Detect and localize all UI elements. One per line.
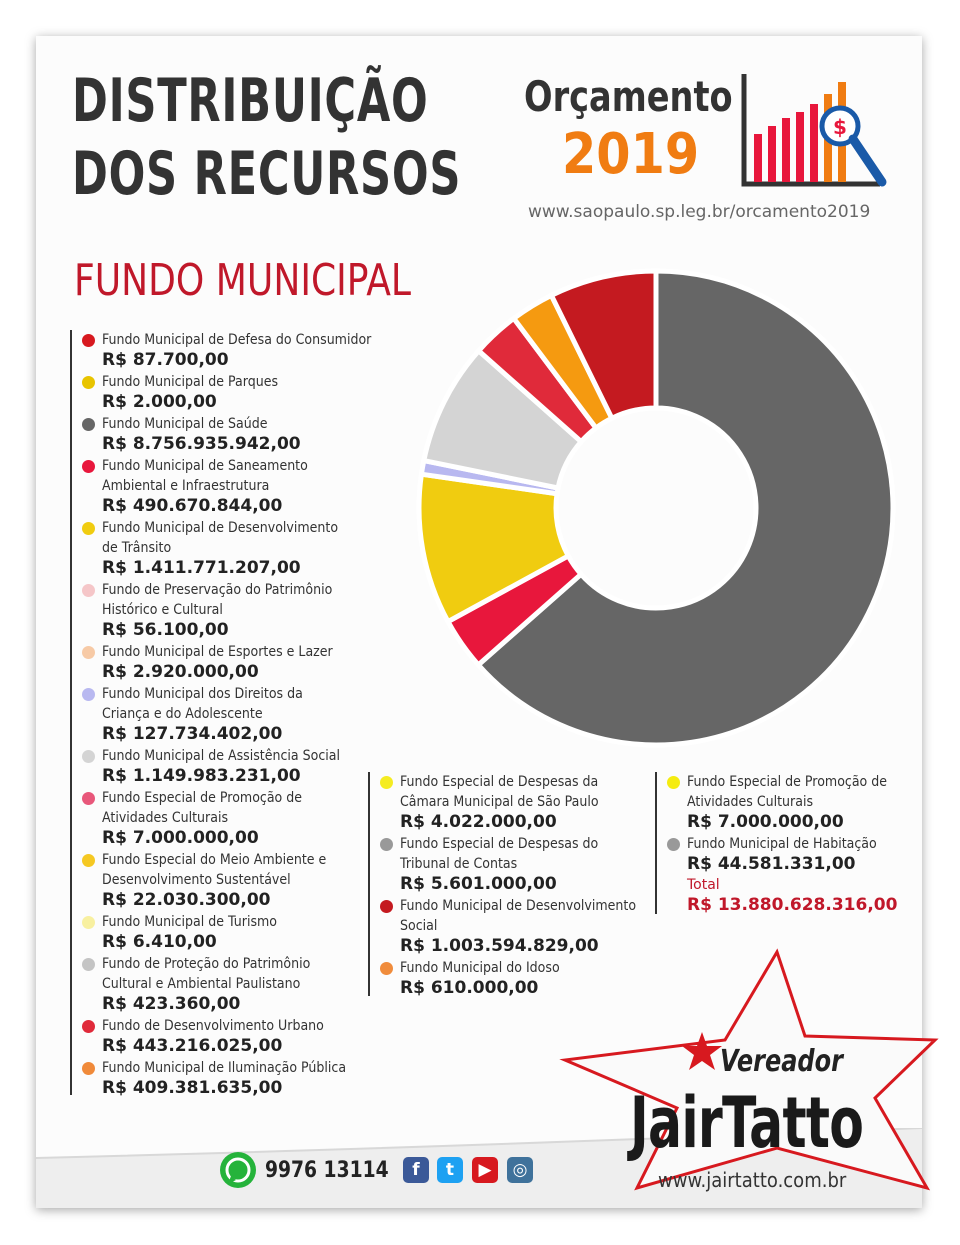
legend-item-value: R$ 443.216.025,00 xyxy=(102,1036,283,1056)
legend-item-name: Fundo Municipal de Esportes e Lazer xyxy=(102,644,333,660)
legend-item-name: Fundo Municipal de Iluminação Pública xyxy=(102,1060,347,1076)
legend-item-value: R$ 409.381.635,00 xyxy=(102,1078,283,1098)
legend-item xyxy=(82,1058,382,1099)
phone-number[interactable]: 9976 13114 xyxy=(265,1158,389,1183)
legend-item-name: Fundo de Desenvolvimento Urbano xyxy=(102,1018,324,1034)
legend-item-name-cont: de Trânsito xyxy=(102,540,172,556)
legend-item-value: R$ 2.920.000,00 xyxy=(102,662,259,682)
svg-text:$: $ xyxy=(833,115,847,139)
youtube-icon[interactable]: ▶ xyxy=(472,1157,498,1183)
legend-item xyxy=(82,746,382,787)
legend-dot-icon xyxy=(82,376,95,389)
title-line-1: DISTRIBUIÇÃO xyxy=(72,66,429,136)
legend-item xyxy=(380,834,650,895)
legend-item xyxy=(82,456,382,517)
candidate-site[interactable]: www.jairtatto.com.br xyxy=(658,1168,847,1192)
legend-item-name: Fundo de Proteção do Patrimônio xyxy=(102,956,311,972)
legend-item-name: Fundo Especial de Despesas da xyxy=(400,774,599,790)
budget-chart-magnifier-icon xyxy=(740,74,890,194)
legend-item-value: R$ 87.700,00 xyxy=(102,350,229,370)
legend-dot-icon xyxy=(82,1020,95,1033)
vereador-label: Vereador xyxy=(720,1044,843,1079)
facebook-icon[interactable]: f xyxy=(403,1157,429,1183)
legend-dot-icon xyxy=(82,522,95,535)
legend-item xyxy=(667,834,907,875)
legend-item-name: Fundo Especial de Despesas do xyxy=(400,836,599,852)
legend-item-name: Fundo Municipal do Idoso xyxy=(400,960,560,976)
legend-dot-icon xyxy=(82,750,95,763)
legend-dot-icon xyxy=(82,958,95,971)
legend-item xyxy=(82,580,382,641)
legend-item-name: Fundo Especial do Meio Ambiente e xyxy=(102,852,327,868)
legend-column-3 xyxy=(655,772,907,914)
legend-dot-icon xyxy=(82,688,95,701)
legend-item-value: R$ 610.000,00 xyxy=(400,978,539,998)
legend-item xyxy=(82,684,382,745)
legend-item-name-cont: Social xyxy=(400,918,438,934)
legend-item-name-cont: Atividades Culturais xyxy=(687,794,814,810)
candidate-name: JairTatto xyxy=(630,1082,864,1164)
legend-item-value: R$ 8.756.935.942,00 xyxy=(102,434,301,454)
legend-item xyxy=(380,772,650,833)
twitter-icon[interactable]: t xyxy=(437,1157,463,1183)
legend-item-name: Fundo Municipal de Defesa do Consumidor xyxy=(102,332,372,348)
legend-item-value: R$ 1.003.594.829,00 xyxy=(400,936,599,956)
orcamento-label: Orçamento xyxy=(524,72,733,121)
legend-item-value: R$ 2.000,00 xyxy=(102,392,217,412)
legend-column-1 xyxy=(70,330,382,1098)
legend-dot-icon xyxy=(82,1062,95,1075)
legend-item-value: R$ 7.000.000,00 xyxy=(102,828,259,848)
legend-item-name-cont: Ambiental e Infraestrutura xyxy=(102,478,270,494)
legend-item xyxy=(82,912,382,953)
legend-item-name-cont: Atividades Culturais xyxy=(102,810,229,826)
legend-item-value: R$ 44.581.331,00 xyxy=(687,854,856,874)
legend-item-name-cont: Câmara Municipal de São Paulo xyxy=(400,794,599,810)
legend-item-name: Fundo Municipal de Parques xyxy=(102,374,279,390)
legend-item-name: Fundo Municipal de Saúde xyxy=(102,416,268,432)
whatsapp-icon[interactable] xyxy=(218,1150,258,1190)
legend-dot-icon xyxy=(82,418,95,431)
total-label: Total xyxy=(687,877,720,893)
legend-item xyxy=(82,372,382,413)
legend-item-name: Fundo Municipal dos Direitos da xyxy=(102,686,303,702)
legend-item-value: R$ 490.670.844,00 xyxy=(102,496,283,516)
legend-item-value: R$ 127.734.402,00 xyxy=(102,724,283,744)
legend-item-value: R$ 4.022.000,00 xyxy=(400,812,557,832)
year-label: 2019 xyxy=(562,122,700,187)
legend-item-name-cont: Desenvolvimento Sustentável xyxy=(102,872,291,888)
legend-dot-icon xyxy=(380,838,393,851)
legend-dot-icon xyxy=(82,460,95,473)
legend-dot-icon xyxy=(667,838,680,851)
legend-item-value: R$ 6.410,00 xyxy=(102,932,217,952)
legend-item xyxy=(82,518,382,579)
legend-dot-icon xyxy=(380,900,393,913)
legend-item-name: Fundo Municipal de Habitação xyxy=(687,836,877,852)
total-value: R$ 13.880.628.316,00 xyxy=(687,895,898,915)
legend-item-name: Fundo Especial de Promoção de xyxy=(102,790,303,806)
legend-dot-icon xyxy=(82,334,95,347)
red-star-icon xyxy=(680,1030,724,1074)
legend-item xyxy=(82,954,382,1015)
legend-dot-icon xyxy=(82,854,95,867)
instagram-icon[interactable]: ◎ xyxy=(507,1157,533,1183)
legend-dot-icon xyxy=(82,916,95,929)
legend-item-name-cont: Criança e do Adolescente xyxy=(102,706,263,722)
legend-item-value: R$ 423.360,00 xyxy=(102,994,241,1014)
legend-item xyxy=(82,642,382,683)
legend-item-value: R$ 56.100,00 xyxy=(102,620,229,640)
legend-item-name-cont: Cultural e Ambiental Paulistano xyxy=(102,976,301,992)
legend-item xyxy=(82,414,382,455)
legend-item-value: R$ 22.030.300,00 xyxy=(102,890,271,910)
legend-dot-icon xyxy=(380,776,393,789)
legend-item-name-cont: Histórico e Cultural xyxy=(102,602,223,618)
legend-item xyxy=(667,772,907,833)
legend-item-name: Fundo Municipal de Desenvolvimento xyxy=(102,520,339,536)
title-line-2: DOS RECURSOS xyxy=(72,139,462,209)
legend-item-name: Fundo Especial de Promoção de xyxy=(687,774,888,790)
legend-item-name: Fundo Municipal de Saneamento xyxy=(102,458,308,474)
legend-item-name: Fundo de Preservação do Patrimônio xyxy=(102,582,333,598)
subtitle: FUNDO MUNICIPAL xyxy=(74,255,412,306)
legend-item-name: Fundo Municipal de Assistência Social xyxy=(102,748,341,764)
legend-dot-icon xyxy=(82,584,95,597)
legend-item-name: Fundo Municipal de Desenvolvimento xyxy=(400,898,637,914)
legend-dot-icon xyxy=(82,792,95,805)
legend-item xyxy=(82,850,382,911)
legend-dot-icon xyxy=(667,776,680,789)
legend-item-value: R$ 1.411.771.207,00 xyxy=(102,558,301,578)
legend-item-name-cont: Tribunal de Contas xyxy=(400,856,518,872)
legend-dot-icon xyxy=(380,962,393,975)
legend-item-value: R$ 5.601.000,00 xyxy=(400,874,557,894)
legend-item xyxy=(82,788,382,849)
legend-item xyxy=(82,1016,382,1057)
legend-item-value: R$ 1.149.983.231,00 xyxy=(102,766,301,786)
legend-dot-icon xyxy=(82,646,95,659)
legend-item-name: Fundo Municipal de Turismo xyxy=(102,914,277,930)
legend-item-value: R$ 7.000.000,00 xyxy=(687,812,844,832)
legend-item xyxy=(82,330,382,371)
source-url[interactable]: www.saopaulo.sp.leg.br/orcamento2019 xyxy=(528,202,871,222)
